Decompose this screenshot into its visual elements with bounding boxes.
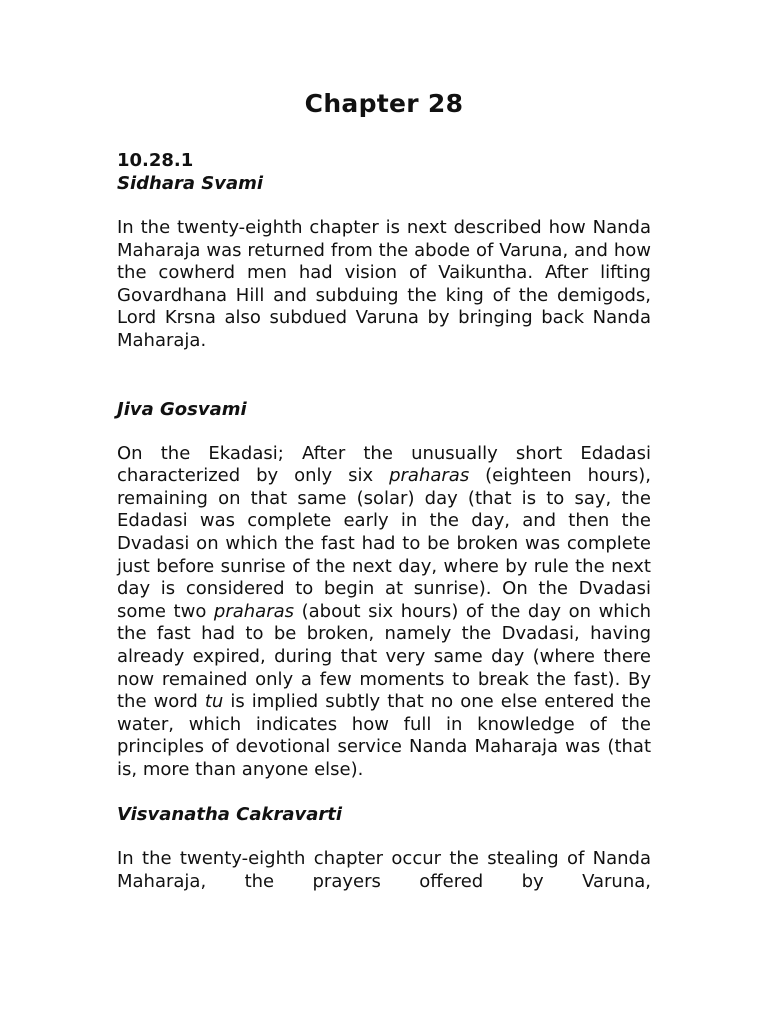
document-page: [117, 86, 651, 894]
commentator-heading-jiva: Jiva Gosvami: [117, 398, 247, 420]
commentator-heading-visvanatha: Visvanatha Cakravarti: [117, 804, 343, 826]
commentary-paragraph-visvanatha: In the twenty-eighth chapter occur the stealing of Nanda Maharaja, the prayers offered by Varuna,: [117, 848, 651, 893]
spacer: [117, 421, 651, 443]
commentator-heading-sidhara: Sidhara Svami: [117, 173, 264, 194]
commentary-paragraph-jiva: [117, 443, 651, 782]
sanskrit-term: praharas: [213, 600, 295, 622]
spacer: [117, 195, 651, 217]
commentary-paragraph-sidhara: In the twenty-eighth chapter is next described how Nanda Maharaja was returned from the abode of Varuna, and how the cowherd men had vision of Vaikuntha. After lifting Govardhana Hill and subduing the king of the demigods, Lord Krsna also subdued Varuna by bringing back Nanda Maharaja.: [117, 217, 651, 351]
text-segment: is implied subtly that no one else entered the water, which indicates how full in knowledge of the principles of devotional service Nanda Maharaja was (that is, more than anyone else).: [117, 691, 651, 780]
sanskrit-term: tu: [204, 691, 224, 713]
text-segment: (about six hours) of the day on which the fast had to be broken, namely the Dvadasi, having already expired, during that very same day (where there now remained only a few moments to break the fast). By the word: [117, 600, 652, 713]
text-segment: (eighteen hours), remaining on that same (solar) day (that is to say, the Edadasi was complete early in the day, and then the Dvadasi on which the fast had to be broken was complete just before sunrise of the next day, where by rule the next day is considered to begin at sunrise). On the Dvadasi some two: [117, 465, 652, 622]
chapter-title: Chapter 28: [304, 89, 464, 118]
text-segment: On the Ekadasi; After the unusually short Edadasi characterized by only six: [117, 442, 651, 487]
spacer: [117, 781, 651, 803]
spacer: [117, 826, 651, 848]
spacer: [117, 353, 651, 398]
verse-number: 10.28.1: [117, 150, 194, 171]
sanskrit-term: praharas: [389, 465, 470, 487]
